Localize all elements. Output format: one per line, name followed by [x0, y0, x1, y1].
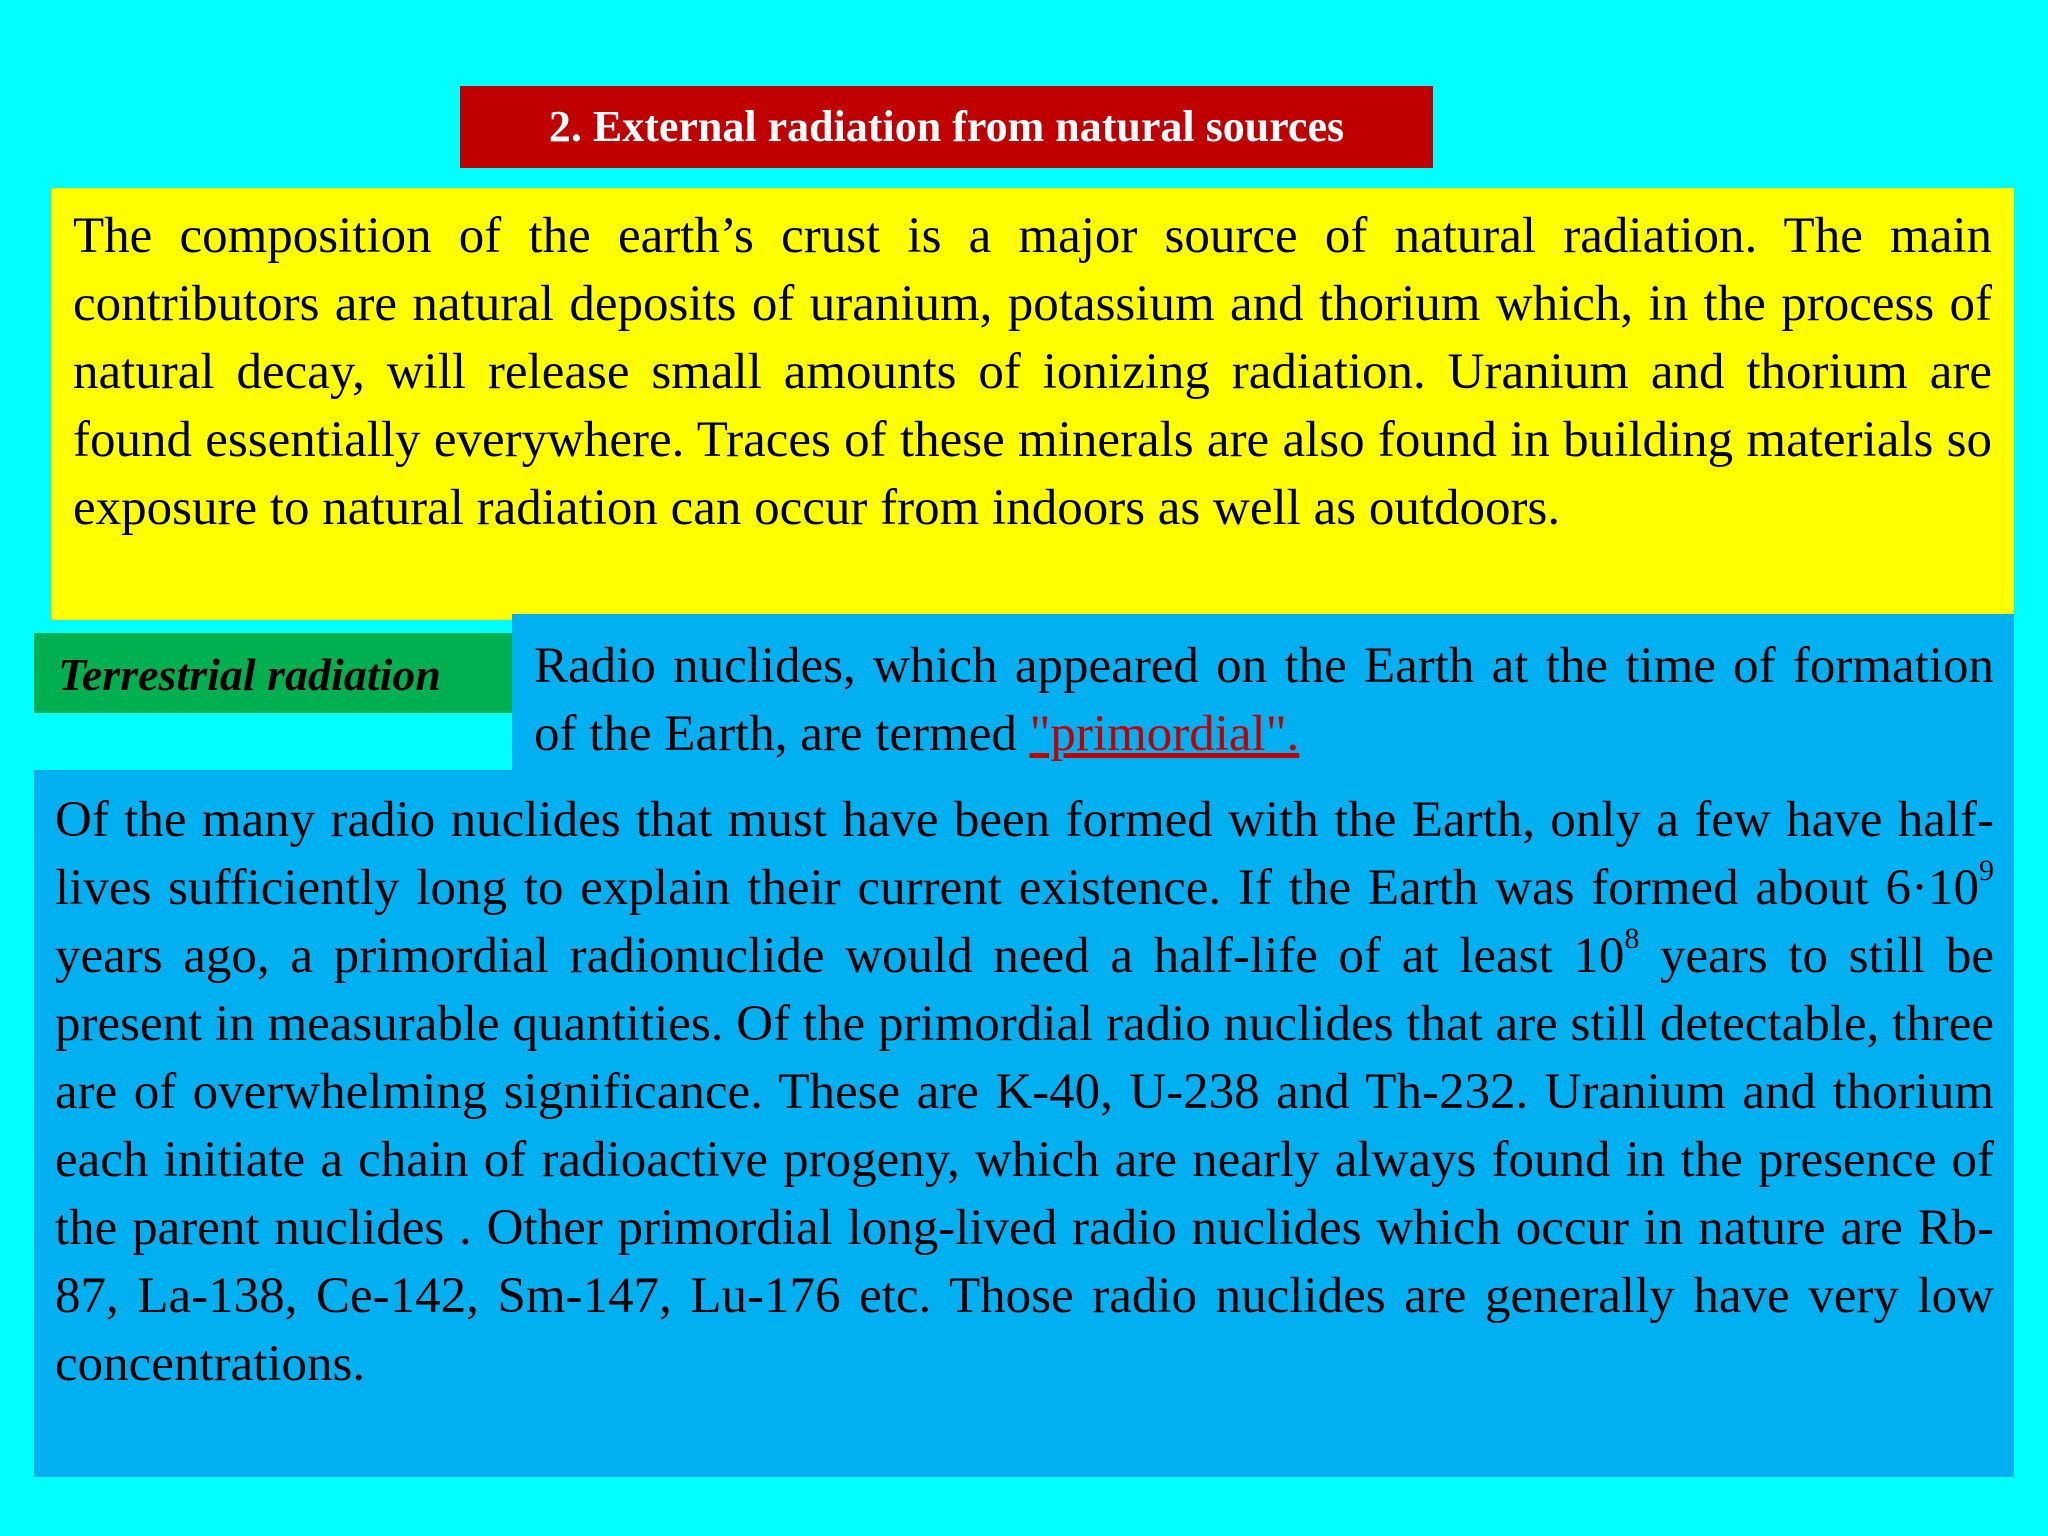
paragraph-part-2: years ago, a primordial radionuclide would need a half-life of at least 10: [55, 928, 1625, 984]
exponent-8: 8: [1624, 922, 1640, 955]
paragraph-part-3: years to still be present in measurable quantities. Of the primordial radio nuclides that are still detectable, three are of overwhelming significance. These are K-40, U-238 and Th-232. Uranium and thorium each initiate a chain of radioactive progeny, which are nearly always found in the presence of the parent nuclides . Other primordial long-lived radio nuclides which occur in nature are Rb-87, La-138, Ce-142, Sm-147, Lu-176 etc. Those radio nuclides are generally have very low concentrations.: [55, 928, 1994, 1392]
primordial-definition: [512, 614, 2014, 774]
slide-title: 2. External radiation from natural sources: [460, 86, 1433, 168]
paragraph-part-1: Of the many radio nuclides that must have been formed with the Earth, only a few have half-lives sufficiently long to explain their current existence. If the Earth was formed about 6·10: [55, 792, 1994, 916]
intro-paragraph: The composition of the earth’s crust is a major source of natural radiation. The main contributors are natural deposits of uranium, potassium and thorium which, in the process of natural decay, will release small amounts of ionizing radiation. Uranium and thorium are found essentially everywhere. Traces of these minerals are also found in building materials so exposure to natural radiation can occur from indoors as well as outdoors.: [51, 188, 2014, 620]
primordial-link[interactable]: "primordial".: [1029, 706, 1300, 762]
radionuclides-paragraph: [34, 770, 2014, 1477]
primordial-text: Radio nuclides, which appeared on the Earth at the time of formation of the Earth, are termed: [534, 638, 1994, 762]
exponent-9: 9: [1979, 854, 1994, 887]
terrestrial-radiation-label: Terrestrial radiation: [34, 633, 512, 713]
